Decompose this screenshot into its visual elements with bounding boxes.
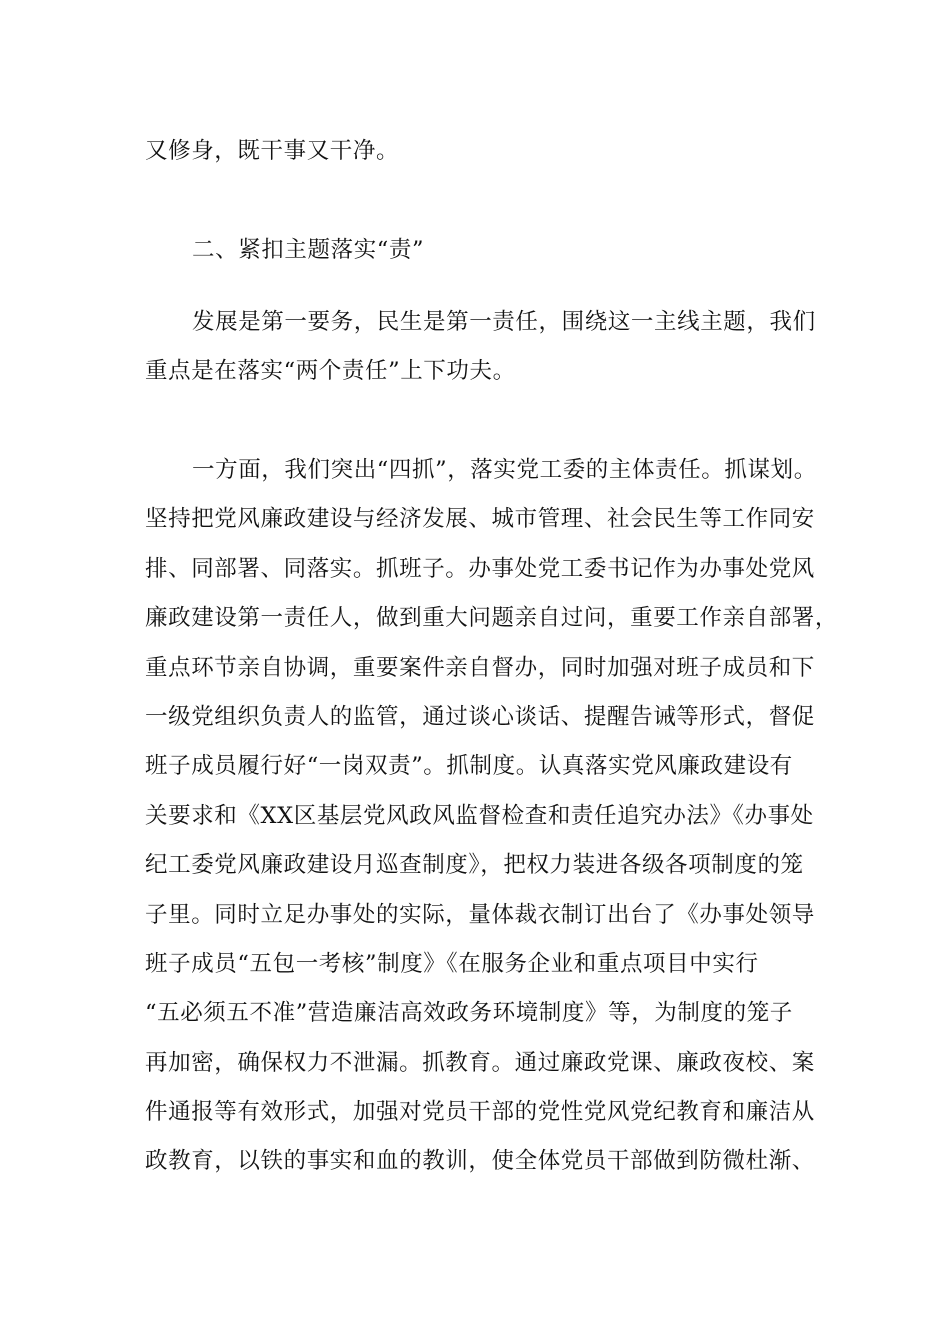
text-line: 班子成员“五包一考核”制度》《在服务企业和重点项目中实行 [145,950,759,977]
text-line: 坚持把党风廉政建设与经济发展、城市管理、社会民生等工作同安 [145,506,815,533]
text-line: 班子成员履行好“一岗双责”。抓制度。认真落实党风廉政建设有 [145,753,793,780]
text-line: 发展是第一要务，民生是第一责任，围绕这一主线主题，我们 [192,309,816,335]
text-line: 纪工委党风廉政建设月巡查制度》，把权力装进各级各项制度的笼 [145,852,804,879]
text-line: 一方面，我们突出“四抓”，落实党工委的主体责任。抓谋划。 [192,457,817,483]
text-line: 排、同部署、同落实。抓班子。办事处党工委书记作为办事处党风 [145,555,815,582]
text-line: 廉政建设第一责任人，做到重大问题亲自过问，重要工作亲自部署， [145,605,839,632]
text-line: 关要求和《XX区基层党风政风监督检查和责任追究办法》《办事处 [145,802,814,829]
text-line: 一级党组织负责人的监管，通过谈心谈话、提醒告诫等形式，督促 [145,703,815,730]
section-heading-text: 二、紧扣主题落实“责” [192,237,425,263]
text-line: 政教育，以铁的事实和血的教训，使全体党员干部做到防微杜渐、 [145,1148,815,1175]
text-line: 重点是在落实“两个责任”上下功夫。 [145,358,516,385]
text-line: 又修身，既干事又干净。 [145,138,400,164]
text-line: 重点环节亲自协调，重要案件亲自督办，同时加强对班子成员和下 [145,654,815,681]
text-line: 再加密，确保权力不泄漏。抓教育。通过廉政党课、廉政夜校、案 [145,1049,815,1076]
text-line: “五必须五不准”营造廉洁高效政务环境制度》等，为制度的笼子 [145,1000,793,1027]
paragraph-continuation [145,127,815,176]
text-line: 件通报等有效形式，加强对党员干部的党性党风党纪教育和廉洁从 [145,1099,815,1126]
paragraph [145,298,815,397]
section-heading [145,226,862,275]
paragraph [145,446,839,1187]
text-line: 子里。同时立足办事处的实际，量体裁衣制订出台了《办事处领导 [145,901,815,928]
